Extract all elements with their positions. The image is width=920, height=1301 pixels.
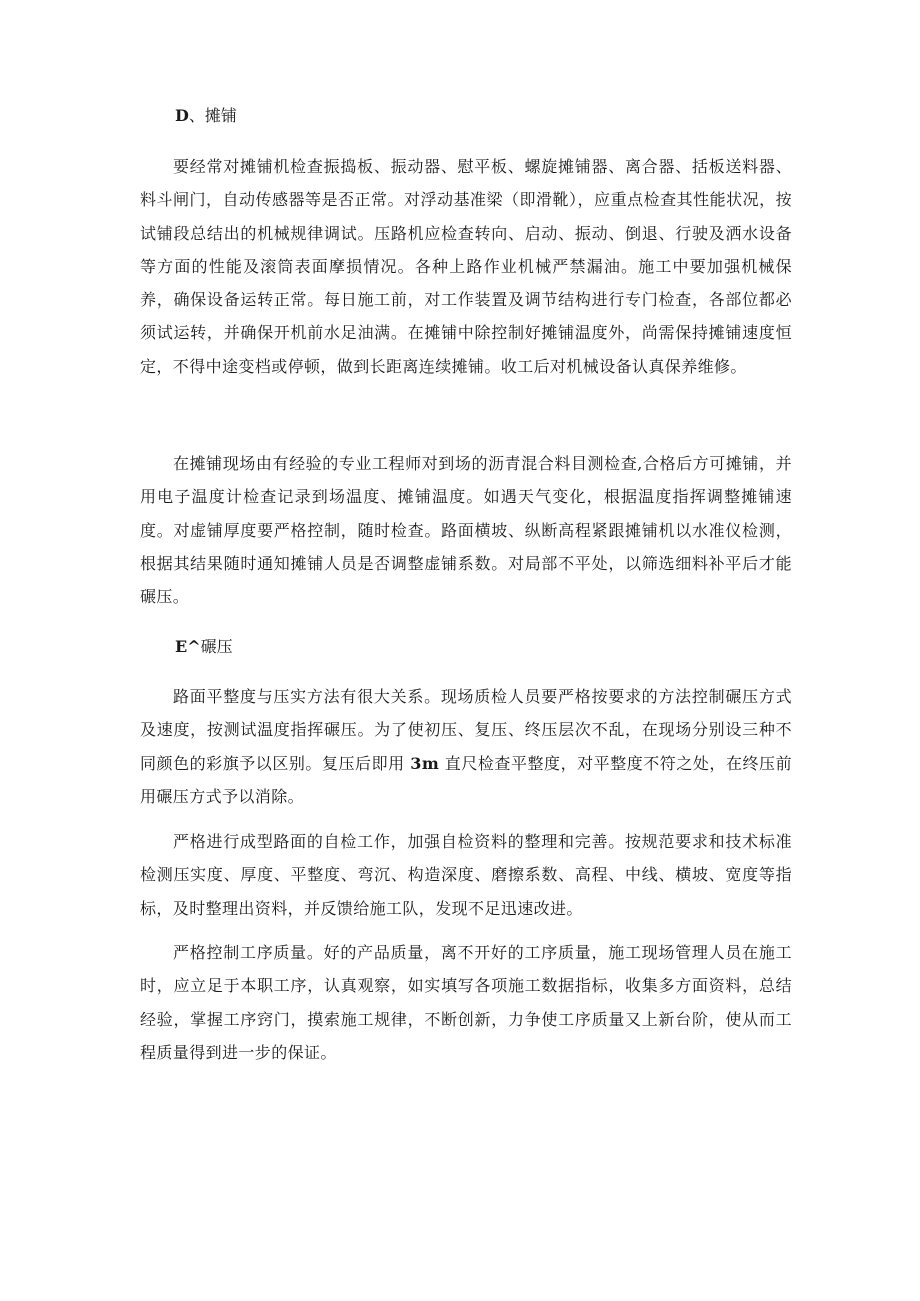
paragraph-self-inspection: 严格进行成型路面的自检工作，加强自检资料的整理和完善。按规范要求和技术标准检测压实度、厚度、平整度、弯沉、构造深度、磨擦系数、高程、中线、横坡、宽度等指标，及时整理出资料，并反馈给施工队，发现不足迅速改进。 (140, 832, 792, 918)
heading-e-title: 碾压 (200, 637, 233, 656)
compaction-text-unit: 3m (410, 753, 440, 773)
heading-d-title: 、摊铺 (188, 106, 237, 125)
paragraph-process-quality: 严格控制工序质量。好的产品质量，离不开好的工序质量，施工现场管理人员在施工时，应立足于本职工序，认真观察，如实填写各项施工数据指标，收集多方面资料，总结经验，掌握工序窍门，摸索施工规律，不断创新，力争使工序质量又上新台阶，使从而工程质量得到进一步的保证。 (140, 943, 792, 1062)
compaction-text-after: 直尺检查平整度，对平整度不符之处，在终压前用碾压方式予以消除。 (140, 753, 792, 806)
heading-d-letter: D (175, 106, 189, 125)
paragraph-paver-maintenance: 要经常对摊铺机检查振捣板、振动器、慰平板、螺旋摊铺器、离合器、括板送料器、料斗闸门，自动传感器等是否正常。对浮动基准梁（即滑靴），应重点检查其性能状况，按试铺段总结出的机械规律调试。压路机应检查转向、启动、振动、倒退、行驶及洒水设备等方面的性能及滚筒表面摩损情况。各种上路作业机械严禁漏油。施工中要加强机械保养，确保设备运转正常。每日施工前，对工作装置及调节结构进行专门检查，各部位都必须试运转，并确保开机前水足油满。在摊铺中除控制好摊铺温度外，尚需保持摊铺速度恒定，不得中途变档或停顿，做到长距离连续摊铺。收工后对机械设备认真保养维修。 (140, 157, 792, 376)
compaction-text-before: 路面平整度与压实方法有很大关系。现场质检人员要严格按要求的方法控制碾压方式及速度，按测试温度指挥碾压。为了使初压、复压、终压层次不乱，在现场分别设三种不同颜色的彩旗予以区别。复压后即用 (140, 687, 792, 773)
heading-e-letter: E^ (175, 637, 201, 656)
section-heading-d (175, 106, 237, 126)
paragraph-paving-inspection: 在摊铺现场由有经验的专业工程师对到场的沥青混合料目测检查,合格后方可摊铺，并用电子温度计检查记录到场温度、摊铺温度。如遇天气变化，根据温度指挥调整摊铺速度。对虚铺厚度要严格控制，随时检查。路面横坡、纵断高程紧跟摊铺机以水准仪检测，根据其结果随时通知摊铺人员是否调整虚铺系数。对局部不平处，以筛选细料补平后才能碾压。 (140, 454, 792, 607)
section-heading-e (175, 637, 233, 657)
paragraph-compaction-method (140, 680, 792, 813)
